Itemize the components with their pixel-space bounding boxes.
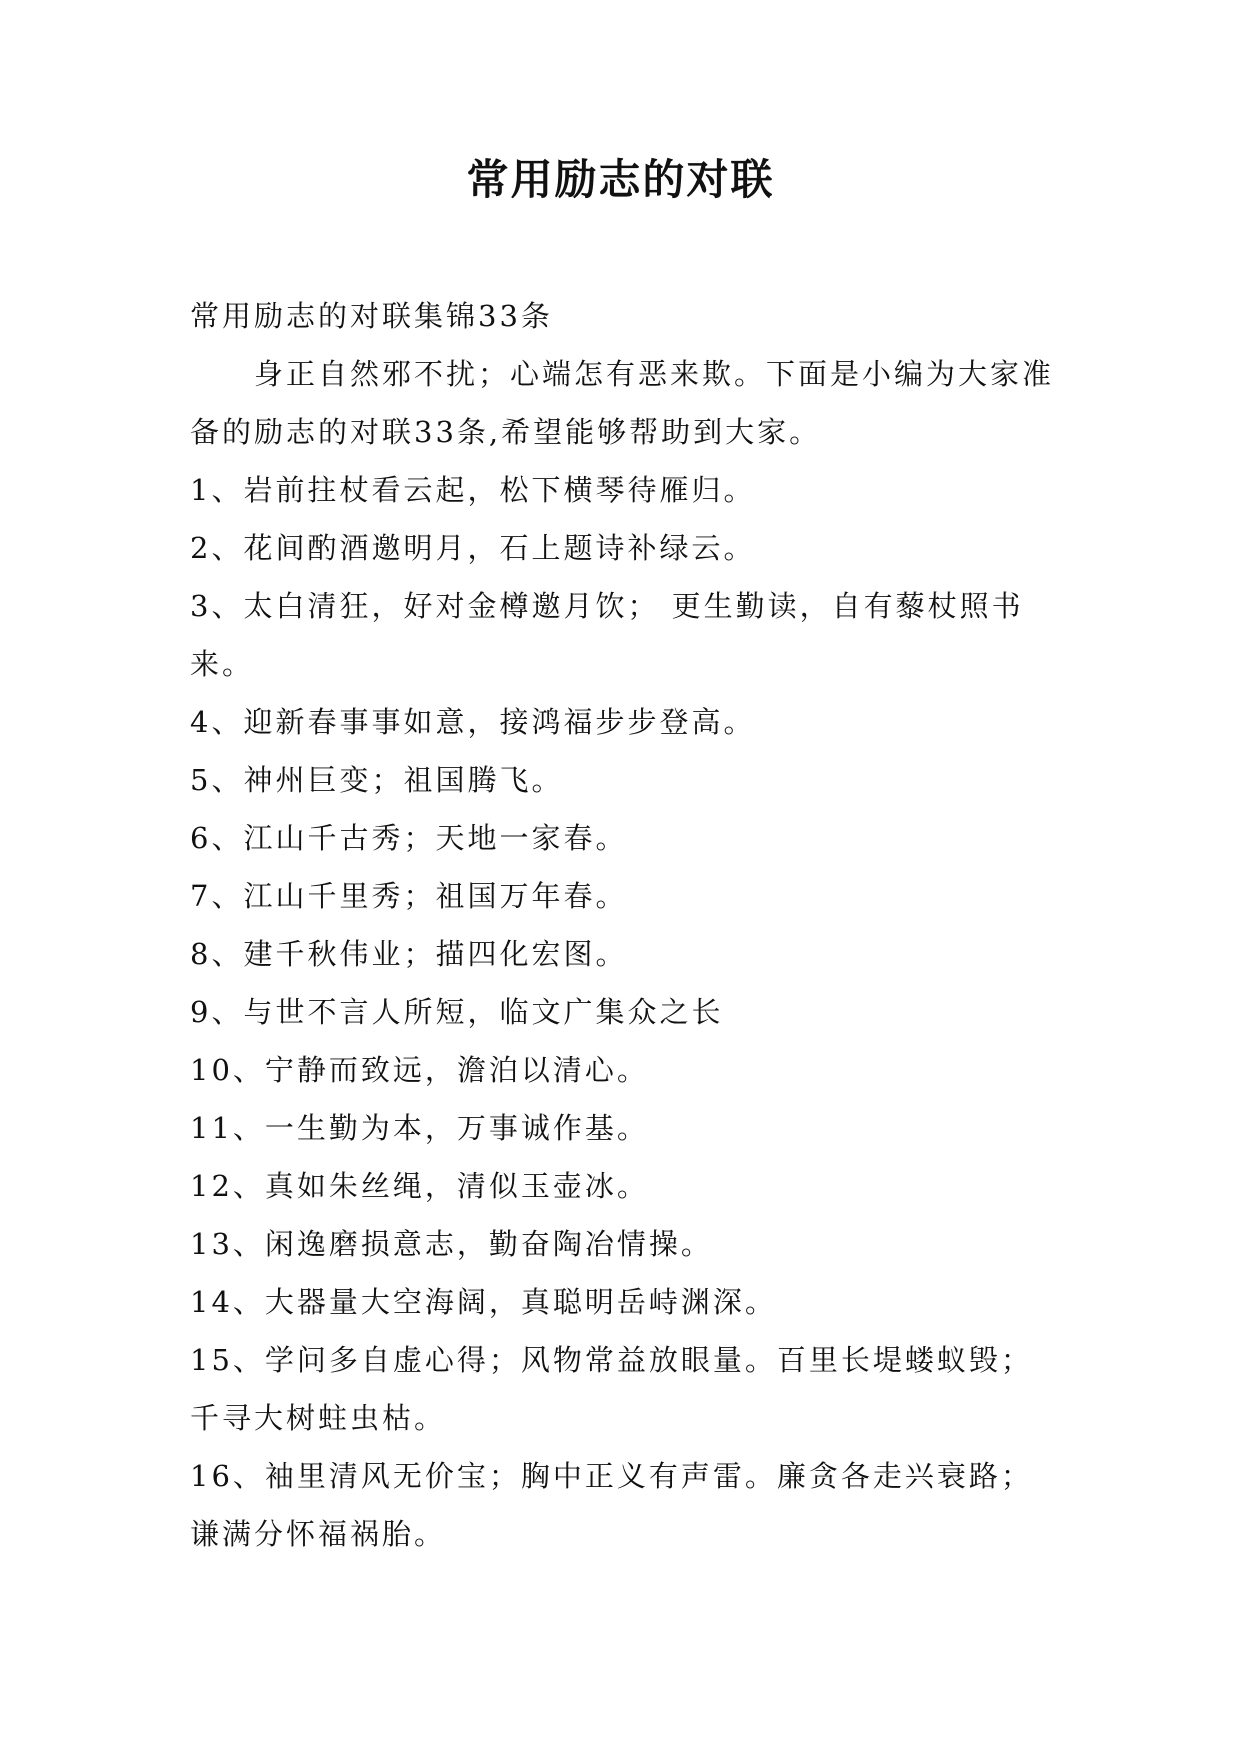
document-body bbox=[190, 287, 1060, 1563]
couplet-item: 7、江山千里秀；祖国万年春。 bbox=[190, 879, 628, 913]
couplet-item: 2、花间酌酒邀明月，石上题诗补绿云。 bbox=[190, 531, 756, 565]
couplet-item: 16、袖里清风无价宝；胸中正义有声雷。廉贪各走兴衰路；谦满分怀福祸胎。 bbox=[190, 1459, 1033, 1551]
couplet-item: 11、一生勤为本，万事诚作基。 bbox=[190, 1111, 649, 1145]
couplet-item: 9、与世不言人所短，临文广集众之长 bbox=[190, 995, 724, 1029]
document-subtitle: 常用励志的对联集锦33条 bbox=[190, 299, 553, 333]
couplet-item: 8、建千秋伟业；描四化宏图。 bbox=[190, 937, 628, 971]
couplet-item: 13、闲逸磨损意志，勤奋陶冶情操。 bbox=[190, 1227, 713, 1261]
couplet-item: 12、真如朱丝绳，清似玉壶冰。 bbox=[190, 1169, 649, 1203]
couplet-item: 1、岩前拄杖看云起，松下横琴待雁归。 bbox=[190, 473, 756, 507]
couplet-item: 15、学问多自虚心得；风物常益放眼量。百里长堤蝼蚁毁；千寻大树蛀虫枯。 bbox=[190, 1343, 1033, 1435]
document-title: 常用励志的对联 bbox=[466, 155, 775, 204]
couplet-item: 10、宁静而致远，澹泊以清心。 bbox=[190, 1053, 649, 1087]
intro-paragraph: 身正自然邪不扰；心端怎有恶来欺。下面是小编为大家准备的励志的对联33条,希望能够帮助到大家。 bbox=[190, 357, 1055, 449]
couplet-item: 3、太白清狂，好对金樽邀月饮； 更生勤读，自有藜杖照书来。 bbox=[190, 589, 1024, 681]
couplet-item: 4、迎新春事事如意，接鸿福步步登高。 bbox=[190, 705, 756, 739]
couplet-item: 5、神州巨变；祖国腾飞。 bbox=[190, 763, 564, 797]
couplet-item: 14、大器量大空海阔，真聪明岳峙渊深。 bbox=[190, 1285, 777, 1319]
couplet-item: 6、江山千古秀；天地一家春。 bbox=[190, 821, 628, 855]
